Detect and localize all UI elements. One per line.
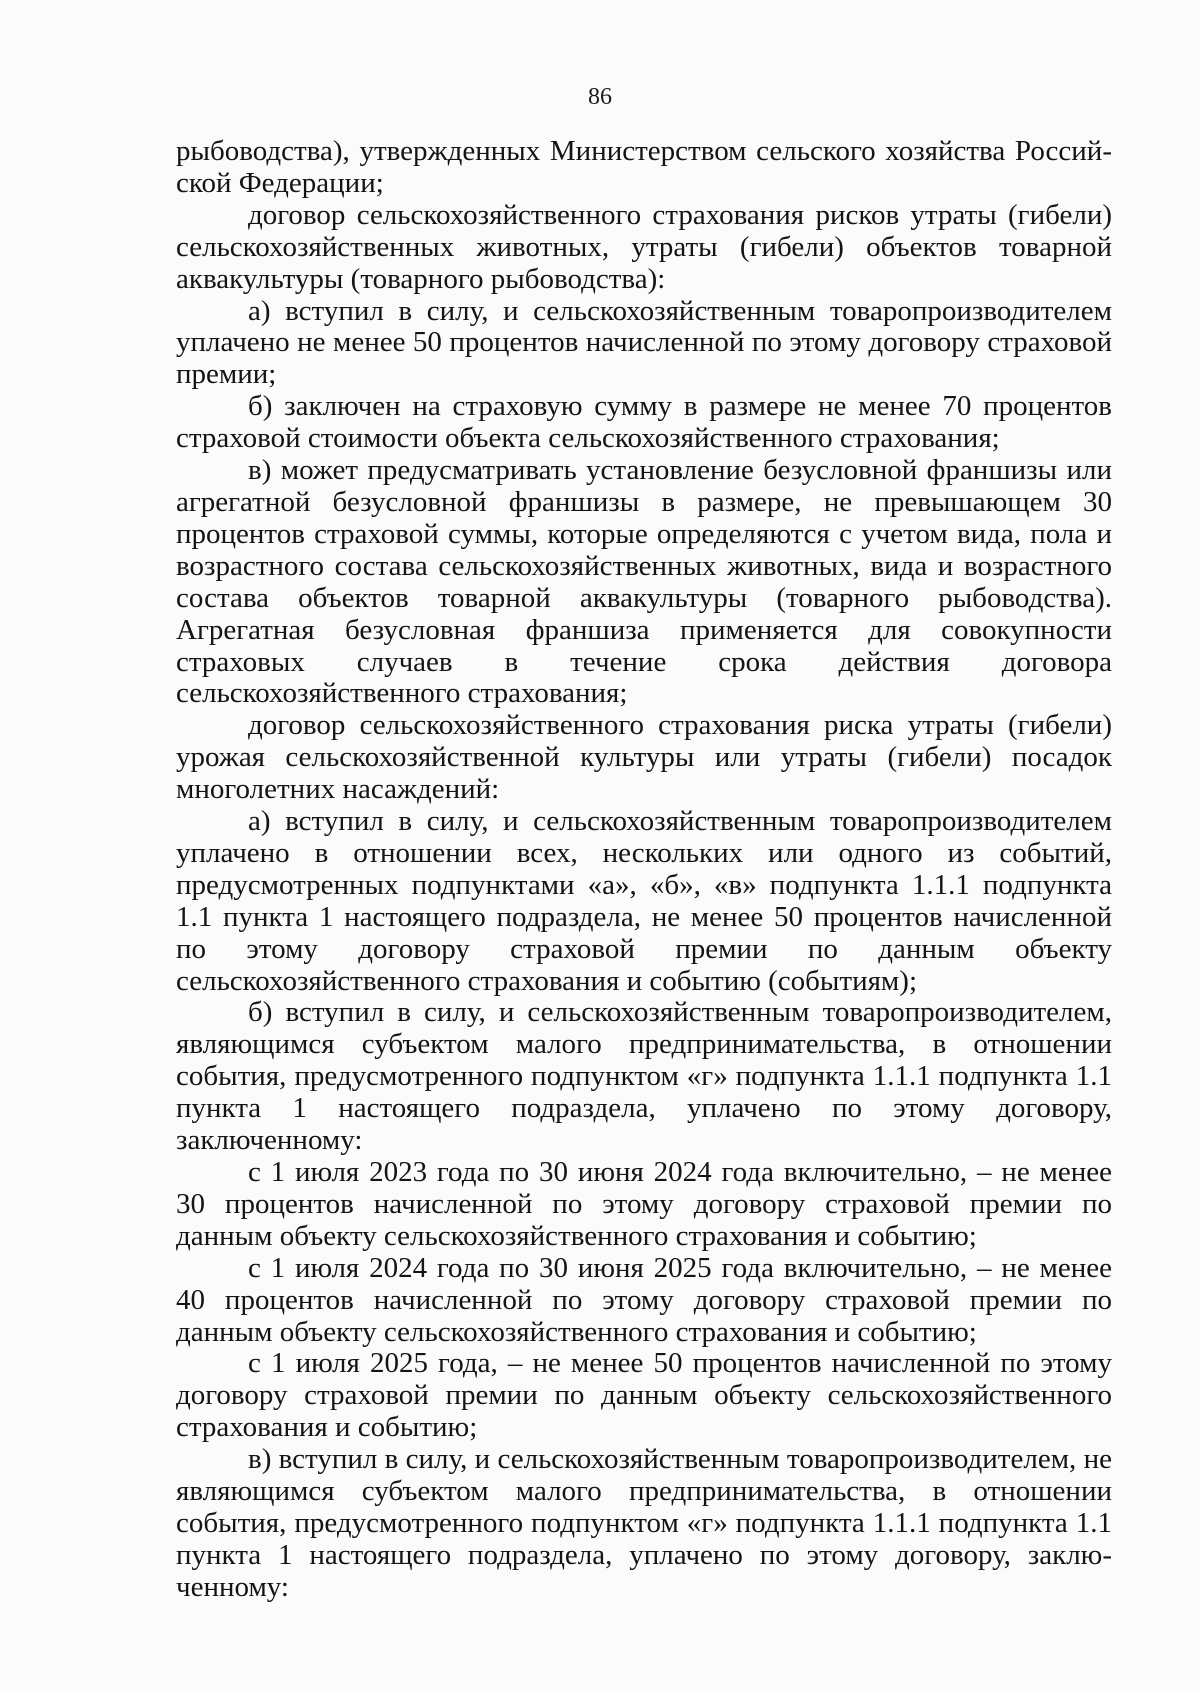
page-number: 86 [588,84,612,110]
paragraph-period-2023: с 1 июля 2023 года по 30 июня 2024 года включительно, – не менее 30 процентов начисленной по этому договору страховой премии по данным объекту сельскохозяйственного страхования и событию; [176,1156,1112,1252]
paragraph-period-2025: с 1 июля 2025 года, – не менее 50 процентов начисленной по этому договору страховой премии по данным объекту сельскохозяйственного страхования и событию; [176,1347,1112,1444]
paragraph-item-a: а) вступил в силу, и сельскохозяйственным товаропроизводителем уплачено не менее 50 процентов начисленной по этому договору страховой премии; [176,294,1112,391]
paragraph-item-b: б) вступил в силу, и сельскохозяйственным товаропроизводителем, являющимся субъектом малого предпринимательства, в отношении события, предусмотренного подпунктом «г» подпункта 1.1.1 подпункта 1.1 пункта 1 настоящего подраздела, уплачено по этому договору, заключенному: [176,996,1112,1157]
paragraph-item-b: б) заключен на страховую сумму в размере не менее 70 процентов страховой стоимости объекта сельскохозяйственного страхования; [176,390,1112,455]
paragraph-item-v: в) может предусматривать установление безусловной франшизы или агрегатной безусловной франшизы в размере, не превышающем 30 процентов страховой суммы, которые определяются с учетом вида, пола и возрастного состава сельскохозяйственных животных, вида и возрастного состава объектов товарной аквакультуры (товарного рыбоводства). Агрегатная безусловная франшиза применяется для совокупности страховых случаев в течение срока действия договора сельскохозяйственного страхования; [176,454,1112,710]
paragraph-item-a: а) вступил в силу, и сельскохозяйственным товаропроизводителем уплачено в отношении всех, нескольких или одного из событий, предусмотренных подпунктами «а», «б», «в» подпункта 1.1.1 подпункта 1.1 пункта 1 настоящего подраздела, не менее 50 процентов начисленной по этому договору страховой премии по данным объекту сельскохозяйственного страхования и событию (событиям); [176,805,1112,997]
paragraph-animal-insurance-contract: договор сельскохозяйственного страхования рисков утраты (гибели) сельскохозяйственных животных, утраты (гибели) объектов товарной аквакультуры (товарного рыбоводства): [176,198,1112,295]
paragraph-crop-insurance-contract: договор сельскохозяйственного страхования риска утраты (гибели) урожая сельскохозяйственной культуры или утраты (гибели) посадок многолетних насаждений: [176,709,1112,806]
paragraph-period-2024: с 1 июля 2024 года по 30 июня 2025 года включительно, – не менее 40 процентов начисленной по этому договору страховой премии по данным объекту сельскохозяйственного страхования и событию; [176,1251,1112,1348]
paragraph-item-v: в) вступил в силу, и сельскохозяйственным товаропроизводителем, не являющимся субъектом малого предпринимательства, в отношении события, предусмотренного подпунктом «г» подпункта 1.1.1 подпункта 1.1 пункта 1 настоящего подраздела, уплачено по этому договору, заключенному: [176,1443,1112,1603]
document-body [176,136,1112,1604]
paragraph-continuation: рыбоводства), утвержденных Министерством сельского хозяйства Российской Федерации; [176,135,1112,199]
